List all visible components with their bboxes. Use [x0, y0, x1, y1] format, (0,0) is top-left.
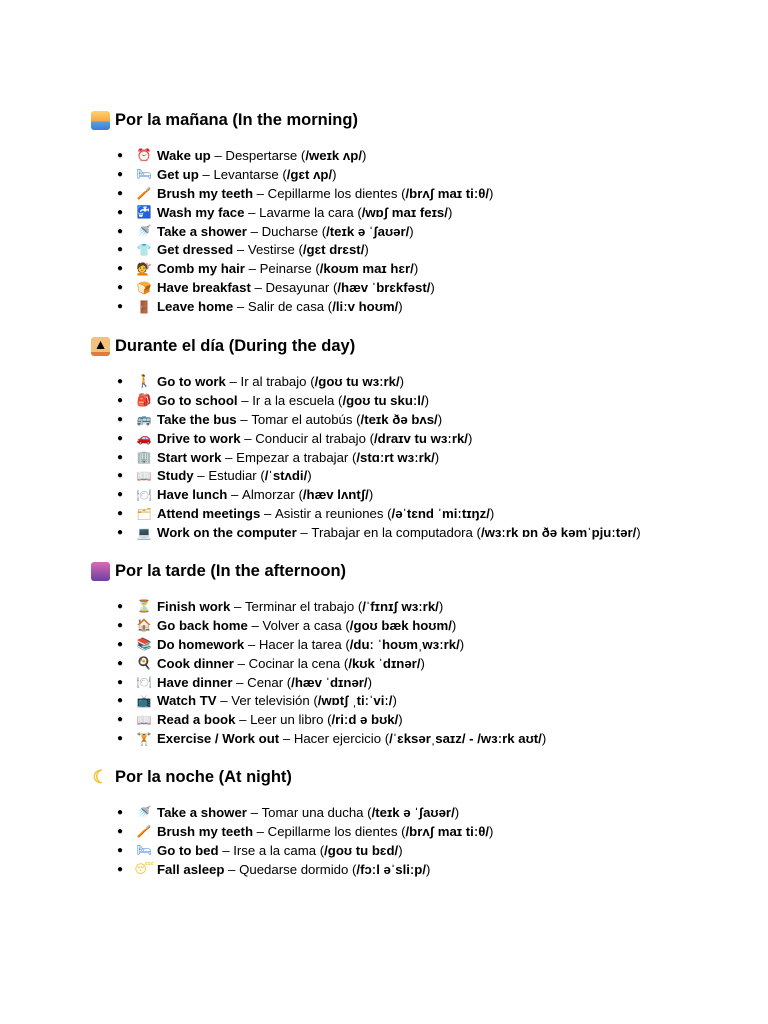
open-paren: ( — [341, 636, 350, 652]
sunrise-icon — [91, 111, 110, 130]
open-paren: ( — [309, 693, 318, 709]
bullet: ● — [117, 394, 124, 406]
spanish-translation: Ir a la escuela — [252, 392, 335, 408]
books-icon: 📚 — [136, 637, 152, 652]
pronunciation: /goʊ tu skuːl/ — [342, 392, 425, 408]
pronunciation: /koʊm maɪ hɛr/ — [319, 261, 414, 277]
open-paren: ( — [397, 823, 406, 839]
section-night — [91, 765, 751, 877]
list-item — [91, 391, 641, 410]
open-paren: ( — [354, 598, 363, 614]
bullet: ● — [117, 657, 124, 669]
bullet: ● — [117, 806, 124, 818]
english-phrase: Drive to work — [157, 430, 241, 446]
open-paren: ( — [323, 712, 332, 728]
list-item — [91, 841, 493, 860]
list-item — [91, 860, 493, 879]
bed-icon: 🛏 — [136, 843, 152, 858]
section-title: Durante el día (During the day) — [115, 336, 356, 355]
close-paren: ) — [430, 280, 435, 296]
close-paren: ) — [636, 525, 641, 541]
dash-separator: – — [244, 636, 259, 652]
english-phrase: Get dressed — [157, 242, 234, 258]
spanish-translation: Hacer ejercicio — [293, 731, 382, 747]
section-day — [91, 334, 751, 541]
list-item — [91, 372, 641, 391]
dash-separator: – — [244, 261, 260, 277]
close-paren: ) — [434, 449, 440, 465]
bullet: ● — [117, 844, 124, 856]
list-item — [91, 616, 546, 635]
spanish-translation: Asistir a reuniones — [274, 506, 384, 522]
alarm-clock-icon: ⏰ — [136, 148, 152, 163]
close-paren: ) — [409, 223, 414, 239]
section-title: Por la tarde (In the afternoon) — [115, 561, 347, 580]
english-phrase: Have dinner — [157, 674, 233, 690]
list-item — [91, 448, 641, 467]
sleeping-face-icon: 😴 — [134, 862, 154, 877]
bullet: ● — [117, 489, 124, 501]
bullet: ● — [117, 168, 124, 180]
shower-icon: 🚿 — [136, 805, 152, 820]
english-phrase: Go to work — [157, 373, 226, 389]
open-paren: ( — [381, 731, 390, 747]
pronunciation: /gɛt drɛst/ — [302, 242, 365, 258]
spanish-translation: Ducharse — [261, 223, 319, 239]
crescent-moon-icon: ☾ — [92, 767, 109, 787]
open-paren: ( — [383, 506, 392, 522]
english-phrase: Leave home — [157, 299, 234, 315]
pronunciation: /əˈtɛnd ˈmiːtɪŋz/ — [391, 506, 490, 522]
open-paren: ( — [472, 525, 481, 541]
english-phrase: Brush my teeth — [157, 185, 253, 201]
open-paren: ( — [278, 166, 287, 182]
english-phrase: Attend meetings — [157, 506, 261, 522]
pronunciation: /hæv ˈdɪnər/ — [291, 674, 368, 690]
close-paren: ) — [398, 299, 403, 315]
pronunciation: /teɪk ðə bʌs/ — [360, 411, 438, 427]
open-paren: ( — [340, 655, 349, 671]
bullet: ● — [117, 676, 124, 688]
open-paren: ( — [318, 223, 327, 239]
pronunciation: /teɪk ə ˈʃaʊər/ — [326, 223, 410, 239]
activity-list — [91, 803, 493, 879]
pronunciation: /brʌʃ maɪ tiːθ/ — [405, 823, 490, 839]
spanish-translation: Despertarse — [225, 147, 298, 163]
open-paren: ( — [334, 392, 343, 408]
list-item — [91, 729, 546, 748]
bullet: ● — [117, 413, 124, 425]
dash-separator: – — [279, 731, 294, 747]
close-paren: ) — [364, 242, 369, 258]
bullet: ● — [117, 470, 124, 482]
dash-separator: – — [193, 468, 209, 484]
shirt-icon: 👕 — [136, 242, 152, 257]
card-index-dividers-icon: 🗂 — [136, 506, 152, 521]
pronunciation: /riːd ə bʊk/ — [331, 712, 399, 728]
dash-separator: – — [198, 166, 214, 182]
english-phrase: Take a shower — [157, 223, 247, 239]
pronunciation: /wɜːrk ɒn ðə kəmˈpjuːtər/ — [480, 525, 637, 541]
dash-separator: – — [240, 430, 256, 446]
school-icon: ▲ — [91, 337, 110, 356]
list-item — [91, 222, 493, 241]
shower-icon: 🚿 — [136, 224, 152, 238]
bullet: ● — [117, 451, 124, 463]
bullet: ● — [117, 619, 124, 631]
close-paren: ) — [426, 861, 431, 877]
cooking-icon: 🍳 — [136, 656, 152, 671]
list-item — [91, 654, 546, 673]
bullet: ● — [117, 282, 124, 294]
dash-separator: – — [233, 299, 248, 315]
close-paren: ) — [398, 842, 403, 858]
pronunciation: /teɪk ə ˈʃaʊər/ — [371, 804, 455, 820]
bullet: ● — [117, 149, 124, 161]
english-phrase: Wash my face — [157, 204, 245, 220]
english-phrase: Have breakfast — [157, 280, 251, 296]
bus-icon: 🚌 — [136, 412, 152, 427]
english-phrase: Have lunch — [157, 487, 228, 503]
open-paren: ( — [283, 674, 292, 690]
pronunciation: /stɑːrt wɜːrk/ — [356, 449, 435, 465]
close-paren: ) — [451, 617, 457, 633]
spanish-translation: Tomar una ducha — [261, 804, 364, 820]
section-morning — [91, 108, 751, 315]
list-item — [91, 635, 546, 654]
open-paren: ( — [363, 804, 372, 820]
list-item — [91, 184, 493, 203]
close-paren: ) — [454, 804, 460, 820]
open-paren: ( — [306, 373, 315, 389]
pronunciation: /fɔːl əˈsliːp/ — [356, 861, 427, 877]
close-paren: ) — [420, 655, 425, 671]
dash-separator: – — [233, 242, 248, 258]
plate-cutlery-icon: 🍽 — [136, 675, 152, 689]
spanish-translation: Almorzar — [242, 487, 295, 503]
close-paren: ) — [392, 693, 397, 709]
dash-separator: – — [227, 487, 243, 503]
list-item — [91, 523, 641, 542]
english-phrase: Exercise / Work out — [157, 731, 280, 747]
close-paren: ) — [413, 261, 419, 277]
english-phrase: Do homework — [157, 636, 245, 652]
spanish-translation: Salir de casa — [247, 299, 325, 315]
city-dusk-icon — [91, 562, 110, 581]
open-paren: ( — [365, 430, 374, 446]
dash-separator: – — [246, 223, 262, 239]
open-paren: ( — [352, 411, 361, 427]
list-item — [91, 710, 546, 729]
dash-separator: – — [253, 823, 268, 839]
section-heading — [91, 334, 751, 358]
spanish-translation: Trabajar en la computadora — [311, 525, 473, 541]
close-paren: ) — [489, 185, 494, 201]
television-icon: 📺 — [136, 693, 152, 708]
spanish-translation: Cepillarme los dientes — [267, 823, 398, 839]
bullet: ● — [117, 225, 124, 237]
spanish-translation: Cocinar la cena — [248, 655, 341, 671]
close-paren: ) — [367, 674, 372, 690]
dash-separator: – — [233, 655, 249, 671]
spanish-translation: Cepillarme los dientes — [267, 185, 398, 201]
list-item — [91, 803, 493, 822]
close-paren: ) — [438, 598, 444, 614]
close-paren: ) — [459, 636, 465, 652]
bullet: ● — [117, 527, 124, 539]
bullet: ● — [117, 244, 124, 256]
open-paren: ( — [397, 185, 406, 201]
dash-separator: – — [216, 693, 232, 709]
spanish-translation: Estudiar — [208, 468, 257, 484]
spanish-translation: Desayunar — [265, 280, 330, 296]
spanish-translation: Peinarse — [259, 261, 312, 277]
open-paren: ( — [294, 242, 303, 258]
activity-list — [91, 146, 493, 316]
spanish-translation: Terminar el trabajo — [244, 598, 355, 614]
pronunciation: /kʊk ˈdɪnər/ — [348, 655, 421, 671]
close-paren: ) — [399, 373, 405, 389]
bullet: ● — [117, 187, 124, 199]
section-heading — [91, 765, 751, 789]
hourglass-icon: ⏳ — [136, 599, 152, 614]
car-icon: 🚗 — [136, 431, 152, 446]
dash-separator: – — [296, 525, 312, 541]
door-icon: 🚪 — [136, 299, 152, 314]
spanish-translation: Ver televisión — [231, 693, 310, 709]
bread-icon: 🍞 — [136, 280, 152, 295]
section-title: Por la mañana (In the morning) — [115, 110, 358, 129]
bed-icon: 🛏 — [136, 167, 152, 182]
open-paren: ( — [348, 449, 357, 465]
laptop-icon: 💻 — [136, 525, 152, 540]
section-title: Por la noche (At night) — [115, 767, 292, 786]
dash-separator: – — [218, 842, 234, 858]
spanish-translation: Tomar el autobús — [251, 411, 353, 427]
close-paren: ) — [437, 411, 443, 427]
open-paren: ( — [329, 280, 338, 296]
spanish-translation: Irse a la cama — [233, 842, 317, 858]
list-item — [91, 240, 493, 259]
close-paren: ) — [489, 823, 494, 839]
list-item — [91, 466, 641, 485]
pronunciation: /liːv hoʊm/ — [332, 299, 399, 315]
bullet: ● — [117, 695, 124, 707]
list-item — [91, 504, 641, 523]
dash-separator: – — [246, 804, 262, 820]
bullet: ● — [117, 600, 124, 612]
toothbrush-icon: 🪥 — [136, 824, 152, 839]
bullet: ● — [117, 432, 124, 444]
pronunciation: /wɒtʃ ˌtiːˈviː/ — [317, 693, 393, 709]
bullet: ● — [117, 863, 124, 875]
open-paren: ( — [324, 299, 333, 315]
dash-separator: – — [236, 411, 252, 427]
spanish-translation: Volver a casa — [262, 617, 342, 633]
english-phrase: Finish work — [157, 598, 231, 614]
pronunciation: /hæv ˈbrɛkfəst/ — [337, 280, 431, 296]
spanish-translation: Leer un libro — [250, 712, 324, 728]
english-phrase: Go to school — [157, 392, 238, 408]
dash-separator: – — [250, 280, 266, 296]
english-phrase: Go back home — [157, 617, 248, 633]
toothbrush-icon: 🪥 — [136, 186, 152, 201]
list-item — [91, 691, 546, 710]
list-item — [91, 259, 493, 278]
list-item — [91, 278, 493, 297]
english-phrase: Get up — [157, 166, 199, 182]
dash-separator: – — [244, 204, 260, 220]
backpack-icon: 🎒 — [136, 393, 152, 408]
dash-separator: – — [232, 674, 248, 690]
spanish-translation: Ir al trabajo — [240, 373, 307, 389]
open-paren: ( — [311, 261, 320, 277]
pronunciation: /gɛt ʌp/ — [286, 166, 333, 182]
english-phrase: Comb my hair — [157, 261, 245, 277]
water-tap-icon: 🚰 — [136, 205, 152, 220]
activity-list — [91, 372, 641, 542]
spanish-translation: Conducir al trabajo — [255, 430, 366, 446]
plate-cutlery-icon: 🍽 — [136, 487, 152, 502]
english-phrase: Cook dinner — [157, 655, 234, 671]
bullet: ● — [117, 733, 124, 745]
pronunciation: /goʊ bæk hoʊm/ — [349, 617, 452, 633]
pronunciation: /duː ˈhoʊmˌwɜːrk/ — [349, 636, 460, 652]
spanish-translation: Lavarme la cara — [259, 204, 354, 220]
dash-separator: – — [235, 712, 251, 728]
english-phrase: Fall asleep — [157, 861, 225, 877]
close-paren: ) — [307, 468, 312, 484]
person-walking-icon: 🚶 — [136, 374, 152, 389]
list-item — [91, 429, 641, 448]
weight-lifter-icon: 🏋 — [136, 731, 152, 746]
list-item — [91, 410, 641, 429]
pronunciation: /brʌʃ maɪ tiːθ/ — [405, 185, 490, 201]
close-paren: ) — [398, 712, 403, 728]
dash-separator: – — [247, 617, 263, 633]
open-paren: ( — [353, 204, 362, 220]
bullet: ● — [117, 301, 124, 313]
pronunciation: /draɪv tu wɜːrk/ — [373, 430, 468, 446]
dash-separator: – — [237, 392, 253, 408]
dash-separator: – — [230, 598, 245, 614]
bullet: ● — [117, 508, 124, 520]
close-paren: ) — [447, 204, 453, 220]
english-phrase: Go to bed — [157, 842, 219, 858]
bullet: ● — [117, 825, 124, 837]
dash-separator: – — [260, 506, 275, 522]
haircut-icon: 💇 — [136, 261, 152, 276]
spanish-translation: Vestirse — [247, 242, 295, 258]
dash-separator: – — [210, 147, 226, 163]
list-item — [91, 165, 493, 184]
pronunciation: /goʊ tu bɛd/ — [324, 842, 399, 858]
open-paren: ( — [316, 842, 325, 858]
dash-separator: – — [225, 373, 241, 389]
english-phrase: Watch TV — [157, 693, 217, 709]
close-paren: ) — [368, 487, 374, 503]
list-item — [91, 146, 493, 165]
bullet: ● — [117, 375, 124, 387]
list-item — [91, 673, 546, 692]
english-phrase: Study — [157, 468, 194, 484]
pronunciation: /ˈstʌdi/ — [264, 468, 308, 484]
pronunciation: /goʊ tu wɜːrk/ — [314, 373, 400, 389]
english-phrase: Take a shower — [157, 804, 247, 820]
pronunciation: /hæv lʌntʃ/ — [302, 487, 369, 503]
open-paren: ( — [297, 147, 306, 163]
bullet: ● — [117, 206, 124, 218]
office-building-icon: 🏢 — [136, 450, 152, 464]
spanish-translation: Quedarse dormido — [239, 861, 349, 877]
bullet: ● — [117, 638, 124, 650]
pronunciation: /wɒʃ maɪ feɪs/ — [361, 204, 448, 220]
list-item — [91, 822, 493, 841]
list-item — [91, 297, 493, 316]
english-phrase: Work on the computer — [157, 525, 297, 541]
spanish-translation: Empezar a trabajar — [236, 449, 349, 465]
open-paren: ( — [348, 861, 357, 877]
dash-separator: – — [253, 185, 268, 201]
list-item — [91, 203, 493, 222]
activity-list — [91, 597, 546, 748]
section-heading — [91, 559, 751, 583]
spanish-translation: Hacer la tarea — [258, 636, 342, 652]
spanish-translation: Levantarse — [213, 166, 279, 182]
dash-separator: – — [221, 449, 237, 465]
close-paren: ) — [332, 166, 337, 182]
english-phrase: Start work — [157, 449, 222, 465]
pronunciation: /ˈɛksərˌsaɪz/ - /wɜːrk aʊt/ — [389, 731, 542, 747]
close-paren: ) — [361, 147, 367, 163]
bullet: ● — [117, 263, 124, 275]
open-book-icon: 📖 — [136, 468, 152, 483]
english-phrase: Take the bus — [157, 411, 237, 427]
house-icon: 🏠 — [136, 618, 152, 633]
close-paren: ) — [541, 731, 547, 747]
pronunciation: /ˈfɪnɪʃ wɜːrk/ — [362, 598, 439, 614]
spanish-translation: Cenar — [247, 674, 284, 690]
close-paren: ) — [467, 430, 473, 446]
english-phrase: Brush my teeth — [157, 823, 253, 839]
dash-separator: – — [224, 861, 240, 877]
open-paren: ( — [341, 617, 350, 633]
open-book-icon: 📖 — [136, 712, 152, 727]
english-phrase: Read a book — [157, 712, 236, 728]
pronunciation: /weɪk ʌp/ — [305, 147, 362, 163]
open-paren: ( — [256, 468, 265, 484]
list-item — [91, 597, 546, 616]
section-afternoon — [91, 559, 751, 747]
bullet: ● — [117, 714, 124, 726]
close-paren: ) — [489, 506, 495, 522]
section-heading — [91, 108, 751, 132]
close-paren: ) — [424, 392, 430, 408]
english-phrase: Wake up — [157, 147, 211, 163]
open-paren: ( — [294, 487, 303, 503]
list-item — [91, 485, 641, 504]
